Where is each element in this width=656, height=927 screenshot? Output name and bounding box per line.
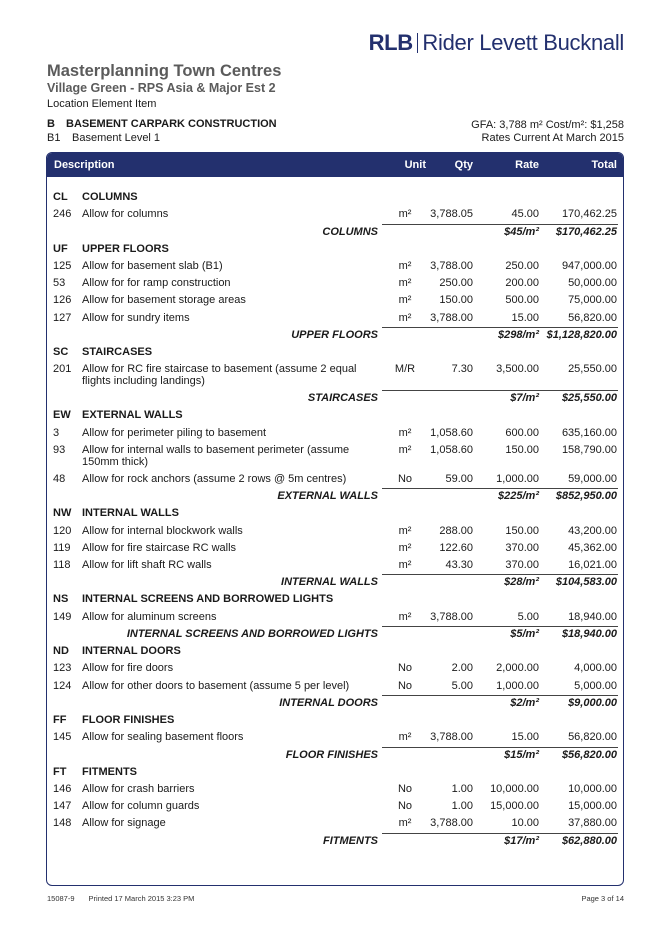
- item-code: 118: [53, 559, 71, 572]
- group-title: INTERNAL SCREENS AND BORROWED LIGHTS: [82, 593, 334, 606]
- item-description: Allow for crash barriers: [82, 782, 195, 795]
- group-header-row: [47, 241, 623, 258]
- section-title: BASEMENT CARPARK CONSTRUCTION: [66, 118, 277, 130]
- item-total: 59,000.00: [568, 472, 617, 485]
- group-header-row: [47, 344, 623, 361]
- summary-total: $62,880.00: [561, 834, 617, 847]
- item-description: Allow for column guards: [82, 800, 200, 813]
- group-summary-row: [47, 695, 623, 712]
- col-total: Total: [591, 159, 617, 171]
- summary-rule: [382, 695, 618, 696]
- item-qty: 7.30: [451, 363, 473, 376]
- footer-left: [47, 894, 194, 903]
- item-description: Allow for basement slab (B1): [82, 259, 223, 272]
- item-qty: 3,788.00: [430, 817, 473, 830]
- table-row: [47, 609, 623, 626]
- item-unit: m²: [398, 277, 412, 290]
- table-row: [47, 678, 623, 695]
- item-total: 56,820.00: [568, 731, 617, 744]
- item-qty: 43.30: [445, 559, 473, 572]
- item-unit: m²: [398, 259, 412, 272]
- table-row: [47, 361, 623, 390]
- item-rate: 250.00: [505, 259, 539, 272]
- item-description: Allow for columns: [82, 208, 169, 221]
- page-number: Page 3 of 14: [581, 894, 624, 903]
- location-label: Location Element Item: [47, 98, 157, 110]
- group-code: UF: [53, 242, 68, 255]
- summary-rate: $7/m²: [510, 392, 539, 405]
- summary-total: $1,128,820.00: [546, 329, 617, 342]
- item-description: Allow for sealing basement floors: [82, 731, 244, 744]
- item-rate: 1,000.00: [496, 679, 539, 692]
- document-subtitle: Village Green - RPS Asia & Major Est 2: [47, 81, 276, 95]
- table-row: [47, 471, 623, 488]
- group-header-row: [47, 764, 623, 781]
- item-total: 170,462.25: [561, 208, 617, 221]
- item-unit: m²: [398, 443, 412, 456]
- item-rate: 10.00: [511, 817, 539, 830]
- summary-rule: [382, 488, 618, 489]
- item-rate: 5.00: [517, 610, 539, 623]
- item-unit: m²: [398, 208, 412, 221]
- col-qty: Qty: [454, 159, 473, 171]
- item-unit: m²: [398, 311, 412, 324]
- table-row: [47, 292, 623, 309]
- table-row: [47, 523, 623, 540]
- summary-rate: $15/m²: [504, 748, 539, 761]
- item-code: 123: [53, 662, 72, 675]
- item-rate: 1,000.00: [496, 472, 539, 485]
- item-qty: 122.60: [439, 541, 473, 554]
- item-code: 126: [53, 294, 72, 307]
- group-header-row: [47, 189, 623, 206]
- item-total: 4,000.00: [574, 662, 617, 675]
- summary-total: $9,000.00: [568, 696, 617, 709]
- item-description: Allow for perimeter piling to basement: [82, 426, 267, 439]
- item-unit: No: [397, 800, 413, 813]
- item-total: 75,000.00: [568, 294, 617, 307]
- item-unit: m²: [398, 541, 412, 554]
- item-unit: No: [397, 662, 413, 675]
- document-title: Masterplanning Town Centres: [47, 62, 282, 80]
- item-code: 146: [53, 782, 72, 795]
- col-unit: Unit: [404, 159, 426, 171]
- item-rate: 150.00: [505, 443, 539, 456]
- group-title: COLUMNS: [82, 191, 138, 203]
- item-unit: m²: [398, 610, 412, 623]
- item-description: Allow for rock anchors (assume 2 rows @ 5m centres): [82, 472, 347, 485]
- table-row: [47, 540, 623, 557]
- summary-rule: [382, 390, 618, 391]
- item-code: 120: [53, 524, 72, 537]
- group-code: SC: [53, 346, 69, 359]
- item-rate: 370.00: [505, 541, 539, 554]
- group-summary-row: [47, 390, 623, 407]
- summary-rule: [382, 833, 618, 834]
- section-code: B: [47, 118, 55, 130]
- item-rate: 15,000.00: [490, 800, 539, 813]
- group-title: STAIRCASES: [82, 346, 153, 359]
- item-total: 16,021.00: [568, 559, 617, 572]
- group-title: INTERNAL DOORS: [82, 645, 181, 658]
- item-qty: 150.00: [439, 294, 473, 307]
- item-rate: 45.00: [511, 208, 539, 221]
- item-code: 246: [53, 208, 72, 221]
- summary-rule: [382, 747, 618, 748]
- item-qty: 1,058.60: [430, 426, 473, 439]
- item-total: 50,000.00: [568, 277, 617, 290]
- summary-label: INTERNAL WALLS: [281, 576, 378, 589]
- summary-rate: $28/m²: [504, 576, 539, 589]
- item-unit: m²: [398, 294, 412, 307]
- item-qty: 250.00: [439, 277, 473, 290]
- item-description: Allow for for ramp construction: [82, 277, 231, 290]
- item-total: 43,200.00: [568, 524, 617, 537]
- group-summary-row: [47, 327, 623, 344]
- summary-label: EXTERNAL WALLS: [277, 490, 378, 503]
- summary-total: $18,940.00: [561, 628, 617, 641]
- group-header-row: [47, 643, 623, 660]
- group-code: NS: [53, 593, 69, 606]
- summary-label: INTERNAL SCREENS AND BORROWED LIGHTS: [126, 628, 378, 641]
- summary-rule: [382, 327, 618, 328]
- item-total: 635,160.00: [561, 426, 617, 439]
- item-description: Allow for basement storage areas: [82, 294, 246, 307]
- col-description: Description: [54, 159, 115, 171]
- item-rate: 10,000.00: [490, 782, 539, 795]
- rlb-logo: [369, 30, 624, 56]
- item-rate: 370.00: [505, 559, 539, 572]
- group-header-row: [47, 591, 623, 608]
- group-title: FLOOR FINISHES: [82, 713, 175, 726]
- col-rate: Rate: [515, 159, 539, 171]
- summary-label: FLOOR FINISHES: [285, 748, 378, 761]
- summary-rate: $225/m²: [498, 490, 539, 503]
- summary-total: $170,462.25: [555, 225, 617, 238]
- item-qty: 3,788.00: [430, 259, 473, 272]
- item-description: Allow for RC fire staircase to basement (assume 2 equal flights including landings): [82, 363, 357, 388]
- item-code: 3: [53, 426, 60, 439]
- rates-current: Rates Current At March 2015: [481, 132, 624, 144]
- item-total: 18,940.00: [568, 610, 617, 623]
- item-total: 25,550.00: [568, 363, 617, 376]
- item-total: 5,000.00: [574, 679, 617, 692]
- item-unit: M/R: [394, 363, 416, 376]
- item-total: 947,000.00: [561, 259, 617, 272]
- table-row: [47, 557, 623, 574]
- summary-label: COLUMNS: [322, 225, 378, 238]
- group-summary-row: [47, 747, 623, 764]
- item-qty: 3,788.05: [430, 208, 473, 221]
- item-qty: 2.00: [451, 662, 473, 675]
- logo-separator: [417, 33, 419, 53]
- table-row: [47, 206, 623, 223]
- item-description: Allow for aluminum screens: [82, 610, 217, 623]
- item-total: 15,000.00: [568, 800, 617, 813]
- group-summary-row: [47, 488, 623, 505]
- table-header: [47, 153, 623, 177]
- item-unit: m²: [398, 817, 412, 830]
- group-title: UPPER FLOORS: [82, 242, 169, 255]
- table-row: [47, 310, 623, 327]
- group-title: FITMENTS: [82, 765, 137, 778]
- table-row: [47, 660, 623, 677]
- group-summary-row: [47, 833, 623, 850]
- item-total: 10,000.00: [568, 782, 617, 795]
- item-total: 158,790.00: [561, 443, 617, 456]
- item-unit: m²: [398, 524, 412, 537]
- item-rate: 600.00: [505, 426, 539, 439]
- item-code: 201: [53, 363, 72, 376]
- item-qty: 288.00: [439, 524, 473, 537]
- group-summary-row: [47, 574, 623, 591]
- item-description: Allow for sundry items: [82, 311, 190, 324]
- item-unit: m²: [398, 426, 412, 439]
- item-code: 145: [53, 731, 72, 744]
- group-code: ND: [53, 645, 69, 658]
- group-code: EW: [53, 409, 71, 422]
- item-rate: 3,500.00: [496, 363, 539, 376]
- item-rate: 500.00: [505, 294, 539, 307]
- summary-total: $56,820.00: [561, 748, 617, 761]
- summary-total: $852,950.00: [555, 490, 617, 503]
- table-row: [47, 781, 623, 798]
- item-rate: 15.00: [511, 731, 539, 744]
- group-header-row: [47, 505, 623, 522]
- item-rate: 200.00: [505, 277, 539, 290]
- summary-rule: [382, 224, 618, 225]
- item-rate: 150.00: [505, 524, 539, 537]
- item-code: 53: [53, 277, 66, 290]
- item-code: 93: [53, 443, 66, 456]
- item-qty: 1.00: [451, 782, 473, 795]
- item-qty: 3,788.00: [430, 610, 473, 623]
- item-code: 119: [53, 541, 71, 554]
- item-code: 148: [53, 817, 72, 830]
- item-qty: 3,788.00: [430, 311, 473, 324]
- group-code: NW: [53, 507, 72, 520]
- group-header-row: [47, 407, 623, 424]
- item-description: Allow for lift shaft RC walls: [82, 559, 212, 572]
- item-qty: 3,788.00: [430, 731, 473, 744]
- item-code: 124: [53, 679, 72, 692]
- subsection-title: Basement Level 1: [72, 132, 161, 144]
- item-description: Allow for fire staircase RC walls: [82, 541, 237, 554]
- item-qty: 5.00: [451, 679, 473, 692]
- gfa-cost: GFA: 3,788 m² Cost/m²: $1,258: [471, 119, 624, 131]
- item-unit: No: [397, 782, 413, 795]
- item-description: Allow for fire doors: [82, 662, 174, 675]
- group-header-row: [47, 712, 623, 729]
- summary-total: $104,583.00: [555, 576, 617, 589]
- item-total: 56,820.00: [568, 311, 617, 324]
- summary-rate: $298/m²: [498, 329, 539, 342]
- item-rate: 2,000.00: [496, 662, 539, 675]
- summary-rule: [382, 626, 618, 627]
- group-title: EXTERNAL WALLS: [82, 409, 183, 422]
- summary-label: UPPER FLOORS: [291, 329, 378, 342]
- group-code: FT: [53, 765, 67, 778]
- group-title: INTERNAL WALLS: [82, 507, 179, 520]
- table-row: [47, 442, 623, 471]
- group-code: FF: [53, 713, 67, 726]
- table-row: [47, 258, 623, 275]
- item-description: Allow for other doors to basement (assume 5 per level): [82, 679, 350, 692]
- logo-name: Rider Levett Bucknall: [422, 30, 624, 55]
- item-code: 149: [53, 610, 72, 623]
- subsection-code: B1: [47, 132, 61, 144]
- item-total: 37,880.00: [568, 817, 617, 830]
- table-body: [47, 177, 623, 850]
- group-code: CL: [53, 191, 68, 203]
- item-code: 147: [53, 800, 72, 813]
- item-qty: 1.00: [451, 800, 473, 813]
- doc-code: 15087-9: [47, 894, 75, 903]
- summary-rule: [382, 574, 618, 575]
- group-summary-row: [47, 626, 623, 643]
- item-code: 127: [53, 311, 72, 324]
- item-unit: No: [397, 472, 413, 485]
- printed-date: Printed 17 March 2015 3:23 PM: [88, 894, 195, 903]
- summary-label: INTERNAL DOORS: [279, 696, 378, 709]
- group-summary-row: [47, 224, 623, 241]
- item-qty: 59.00: [445, 472, 473, 485]
- table-row: [47, 425, 623, 442]
- summary-total: $25,550.00: [561, 392, 617, 405]
- cost-table: [46, 152, 624, 886]
- item-unit: m²: [398, 731, 412, 744]
- table-row: [47, 798, 623, 815]
- summary-rate: $2/m²: [510, 696, 539, 709]
- logo-rlb: RLB: [368, 30, 413, 55]
- summary-rate: $45/m²: [504, 225, 539, 238]
- item-qty: 1,058.60: [430, 443, 473, 456]
- table-row: [47, 729, 623, 746]
- item-unit: No: [397, 679, 413, 692]
- item-description: Allow for internal walls to basement perimeter (assume 150mm thick): [82, 443, 350, 468]
- item-description: Allow for signage: [82, 817, 166, 830]
- summary-label: FITMENTS: [323, 834, 378, 847]
- item-description: Allow for internal blockwork walls: [82, 524, 243, 537]
- summary-label: STAIRCASES: [307, 392, 378, 405]
- item-total: 45,362.00: [568, 541, 617, 554]
- item-code: 125: [53, 259, 72, 272]
- item-unit: m²: [398, 559, 412, 572]
- summary-rate: $5/m²: [510, 628, 539, 641]
- item-code: 48: [53, 472, 66, 485]
- summary-rate: $17/m²: [504, 834, 539, 847]
- table-row: [47, 815, 623, 832]
- item-rate: 15.00: [511, 311, 539, 324]
- table-row: [47, 275, 623, 292]
